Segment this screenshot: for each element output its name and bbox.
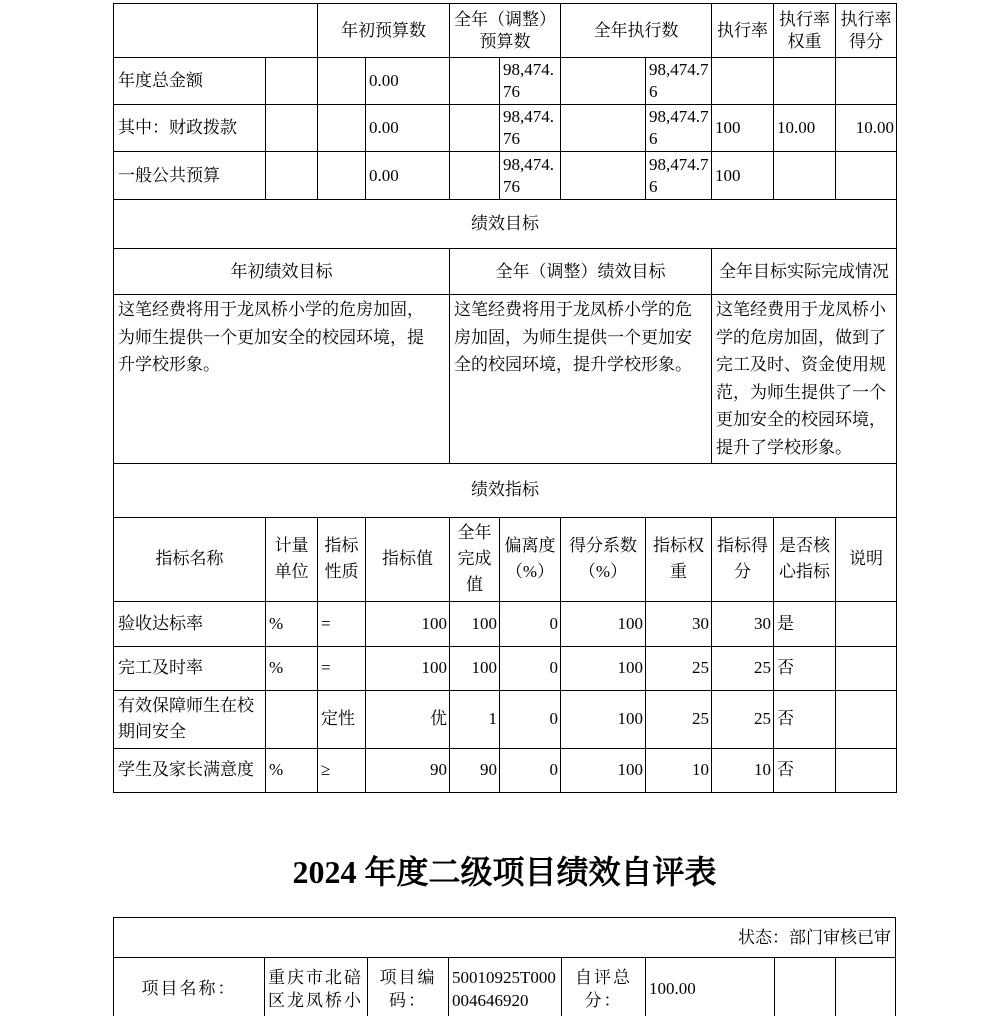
ind-header-score-coef: 得分系数（%）: [561, 517, 646, 601]
table-row: [114, 748, 897, 792]
page-title: 2024 年度二级项目绩效自评表: [292, 854, 717, 890]
ind-header-unit: 计量单位: [266, 517, 318, 601]
ind-header-score: 指标得分: [712, 517, 774, 601]
indicator-name: 验收达标率: [114, 601, 266, 646]
status-row: [114, 918, 896, 958]
cell-adjusted-budget: 98,474.76: [500, 58, 561, 105]
performance-table: [113, 3, 897, 793]
indicator-core: 否: [774, 646, 836, 690]
empty-cell: [561, 152, 646, 200]
financial-header-adjusted-budget: 全年（调整）预算数: [450, 4, 561, 58]
indicators-band-title: 绩效指标: [114, 463, 897, 517]
indicator-note: [836, 690, 897, 748]
indicator-weight: 25: [646, 646, 712, 690]
indicator-name: 学生及家长满意度: [114, 748, 266, 792]
project-code-value: 50010925T000004646920: [449, 958, 562, 1016]
empty-cell: [450, 58, 500, 105]
indicator-score: 30: [712, 601, 774, 646]
indicator-unit: %: [266, 601, 318, 646]
indicator-deviation: 0: [500, 601, 561, 646]
self-eval-table: [113, 917, 896, 1016]
indicator-nature: 定性: [318, 690, 366, 748]
indicator-note: [836, 748, 897, 792]
empty-cell: [561, 58, 646, 105]
indicator-completed: 100: [450, 646, 500, 690]
cell-exec-rate-weight: [774, 58, 836, 105]
ind-header-note: 说明: [836, 517, 897, 601]
table-row: [114, 58, 897, 105]
project-info-row: [114, 958, 896, 1016]
indicator-target: 100: [366, 646, 450, 690]
indicator-score-coef: 100: [561, 748, 646, 792]
ind-header-completed: 全年完成值: [450, 517, 500, 601]
indicator-deviation: 0: [500, 646, 561, 690]
indicator-nature: ≥: [318, 748, 366, 792]
cell-exec-rate: [712, 58, 774, 105]
empty-cell: [450, 152, 500, 200]
indicator-weight: 30: [646, 601, 712, 646]
empty-cell: [266, 105, 318, 152]
financial-header-exec-rate: 执行率: [712, 4, 774, 58]
empty-cell: [266, 152, 318, 200]
row-label: 其中：财政拨款: [114, 105, 266, 152]
indicator-score: 10: [712, 748, 774, 792]
indicator-target: 90: [366, 748, 450, 792]
indicator-unit: %: [266, 748, 318, 792]
cell-executed: 98,474.76: [646, 105, 712, 152]
indicator-score-coef: 100: [561, 690, 646, 748]
indicator-deviation: 0: [500, 690, 561, 748]
goals-band-title: 绩效目标: [114, 200, 897, 249]
empty-cell: [266, 58, 318, 105]
cell-initial-budget: 0.00: [366, 152, 450, 200]
indicator-name: 完工及时率: [114, 646, 266, 690]
financial-header-exec-rate-score: 执行率得分: [836, 4, 897, 58]
empty-cell: [318, 152, 366, 200]
initial-goal-text: 这笔经费将用于龙凤桥小学的危房加固，为师生提供一个更加安全的校园环境，提升学校形象。: [114, 295, 450, 464]
goals-header-adjusted: 全年（调整）绩效目标: [450, 249, 712, 295]
indicator-note: [836, 601, 897, 646]
actual-completion-text: 这笔经费用于龙凤桥小学的危房加固，做到了完工及时、资金使用规范，为师生提供了一个更加安全的校园环境，提升了学校形象。: [712, 295, 897, 464]
empty-cell: [836, 958, 896, 1016]
empty-cell: [775, 958, 836, 1016]
financial-header-empty: [114, 4, 318, 58]
indicator-nature: =: [318, 601, 366, 646]
cell-adjusted-budget: 98,474.76: [500, 105, 561, 152]
indicator-target: 100: [366, 601, 450, 646]
cell-executed: 98,474.76: [646, 152, 712, 200]
self-score-label: 自评总分：: [562, 958, 646, 1016]
ind-header-target: 指标值: [366, 517, 450, 601]
indicator-completed: 100: [450, 601, 500, 646]
indicators-band-row: [114, 463, 897, 517]
ind-header-deviation: 偏离度（%）: [500, 517, 561, 601]
indicator-score-coef: 100: [561, 601, 646, 646]
project-name-value: 重庆市北碚区龙凤桥小: [265, 958, 368, 1016]
indicator-completed: 90: [450, 748, 500, 792]
indicator-nature: =: [318, 646, 366, 690]
indicator-score-coef: 100: [561, 646, 646, 690]
empty-cell: [450, 105, 500, 152]
indicator-unit: %: [266, 646, 318, 690]
cell-executed: 98,474.76: [646, 58, 712, 105]
empty-cell: [318, 105, 366, 152]
indicator-weight: 25: [646, 690, 712, 748]
indicator-core: 否: [774, 748, 836, 792]
indicators-header-row: [114, 517, 897, 601]
status-text: 状态：部门审核已审: [114, 918, 896, 958]
financial-header-executed: 全年执行数: [561, 4, 712, 58]
cell-exec-rate: 100: [712, 105, 774, 152]
cell-exec-rate: 100: [712, 152, 774, 200]
cell-exec-rate-score: 10.00: [836, 105, 897, 152]
cell-exec-rate-weight: [774, 152, 836, 200]
ind-header-core: 是否核心指标: [774, 517, 836, 601]
cell-initial-budget: 0.00: [366, 105, 450, 152]
adjusted-goal-text: 这笔经费将用于龙凤桥小学的危房加固，为师生提供一个更加安全的校园环境，提升学校形象。: [450, 295, 712, 464]
row-label: 一般公共预算: [114, 152, 266, 200]
goals-header-initial: 年初绩效目标: [114, 249, 450, 295]
indicator-core: 否: [774, 690, 836, 748]
financial-header-row: [114, 4, 897, 58]
table-row: [114, 601, 897, 646]
table-row: [114, 646, 897, 690]
cell-adjusted-budget: 98,474.76: [500, 152, 561, 200]
table-row: [114, 105, 897, 152]
cell-exec-rate-score: [836, 152, 897, 200]
project-code-label: 项目编码：: [368, 958, 449, 1016]
goals-band-row: [114, 200, 897, 249]
goals-content-row: [114, 295, 897, 464]
ind-header-nature: 指标性质: [318, 517, 366, 601]
indicator-core: 是: [774, 601, 836, 646]
project-name-label: 项目名称：: [114, 958, 265, 1016]
cell-exec-rate-weight: 10.00: [774, 105, 836, 152]
self-score-value: 100.00: [646, 958, 775, 1016]
indicator-target: 优: [366, 690, 450, 748]
goals-header-row: [114, 249, 897, 295]
indicator-weight: 10: [646, 748, 712, 792]
empty-cell: [318, 58, 366, 105]
table-row: [114, 152, 897, 200]
row-label: 年度总金额: [114, 58, 266, 105]
cell-exec-rate-score: [836, 58, 897, 105]
indicator-completed: 1: [450, 690, 500, 748]
indicator-score: 25: [712, 646, 774, 690]
financial-header-initial-budget: 年初预算数: [318, 4, 450, 58]
financial-header-exec-rate-weight: 执行率权重: [774, 4, 836, 58]
table-row: [114, 690, 897, 748]
empty-cell: [561, 105, 646, 152]
indicator-note: [836, 646, 897, 690]
goals-header-actual: 全年目标实际完成情况: [712, 249, 897, 295]
ind-header-weight: 指标权重: [646, 517, 712, 601]
ind-header-name: 指标名称: [114, 517, 266, 601]
indicator-name: 有效保障师生在校期间安全: [114, 690, 266, 748]
indicator-score: 25: [712, 690, 774, 748]
indicator-unit: [266, 690, 318, 748]
indicator-deviation: 0: [500, 748, 561, 792]
cell-initial-budget: 0.00: [366, 58, 450, 105]
